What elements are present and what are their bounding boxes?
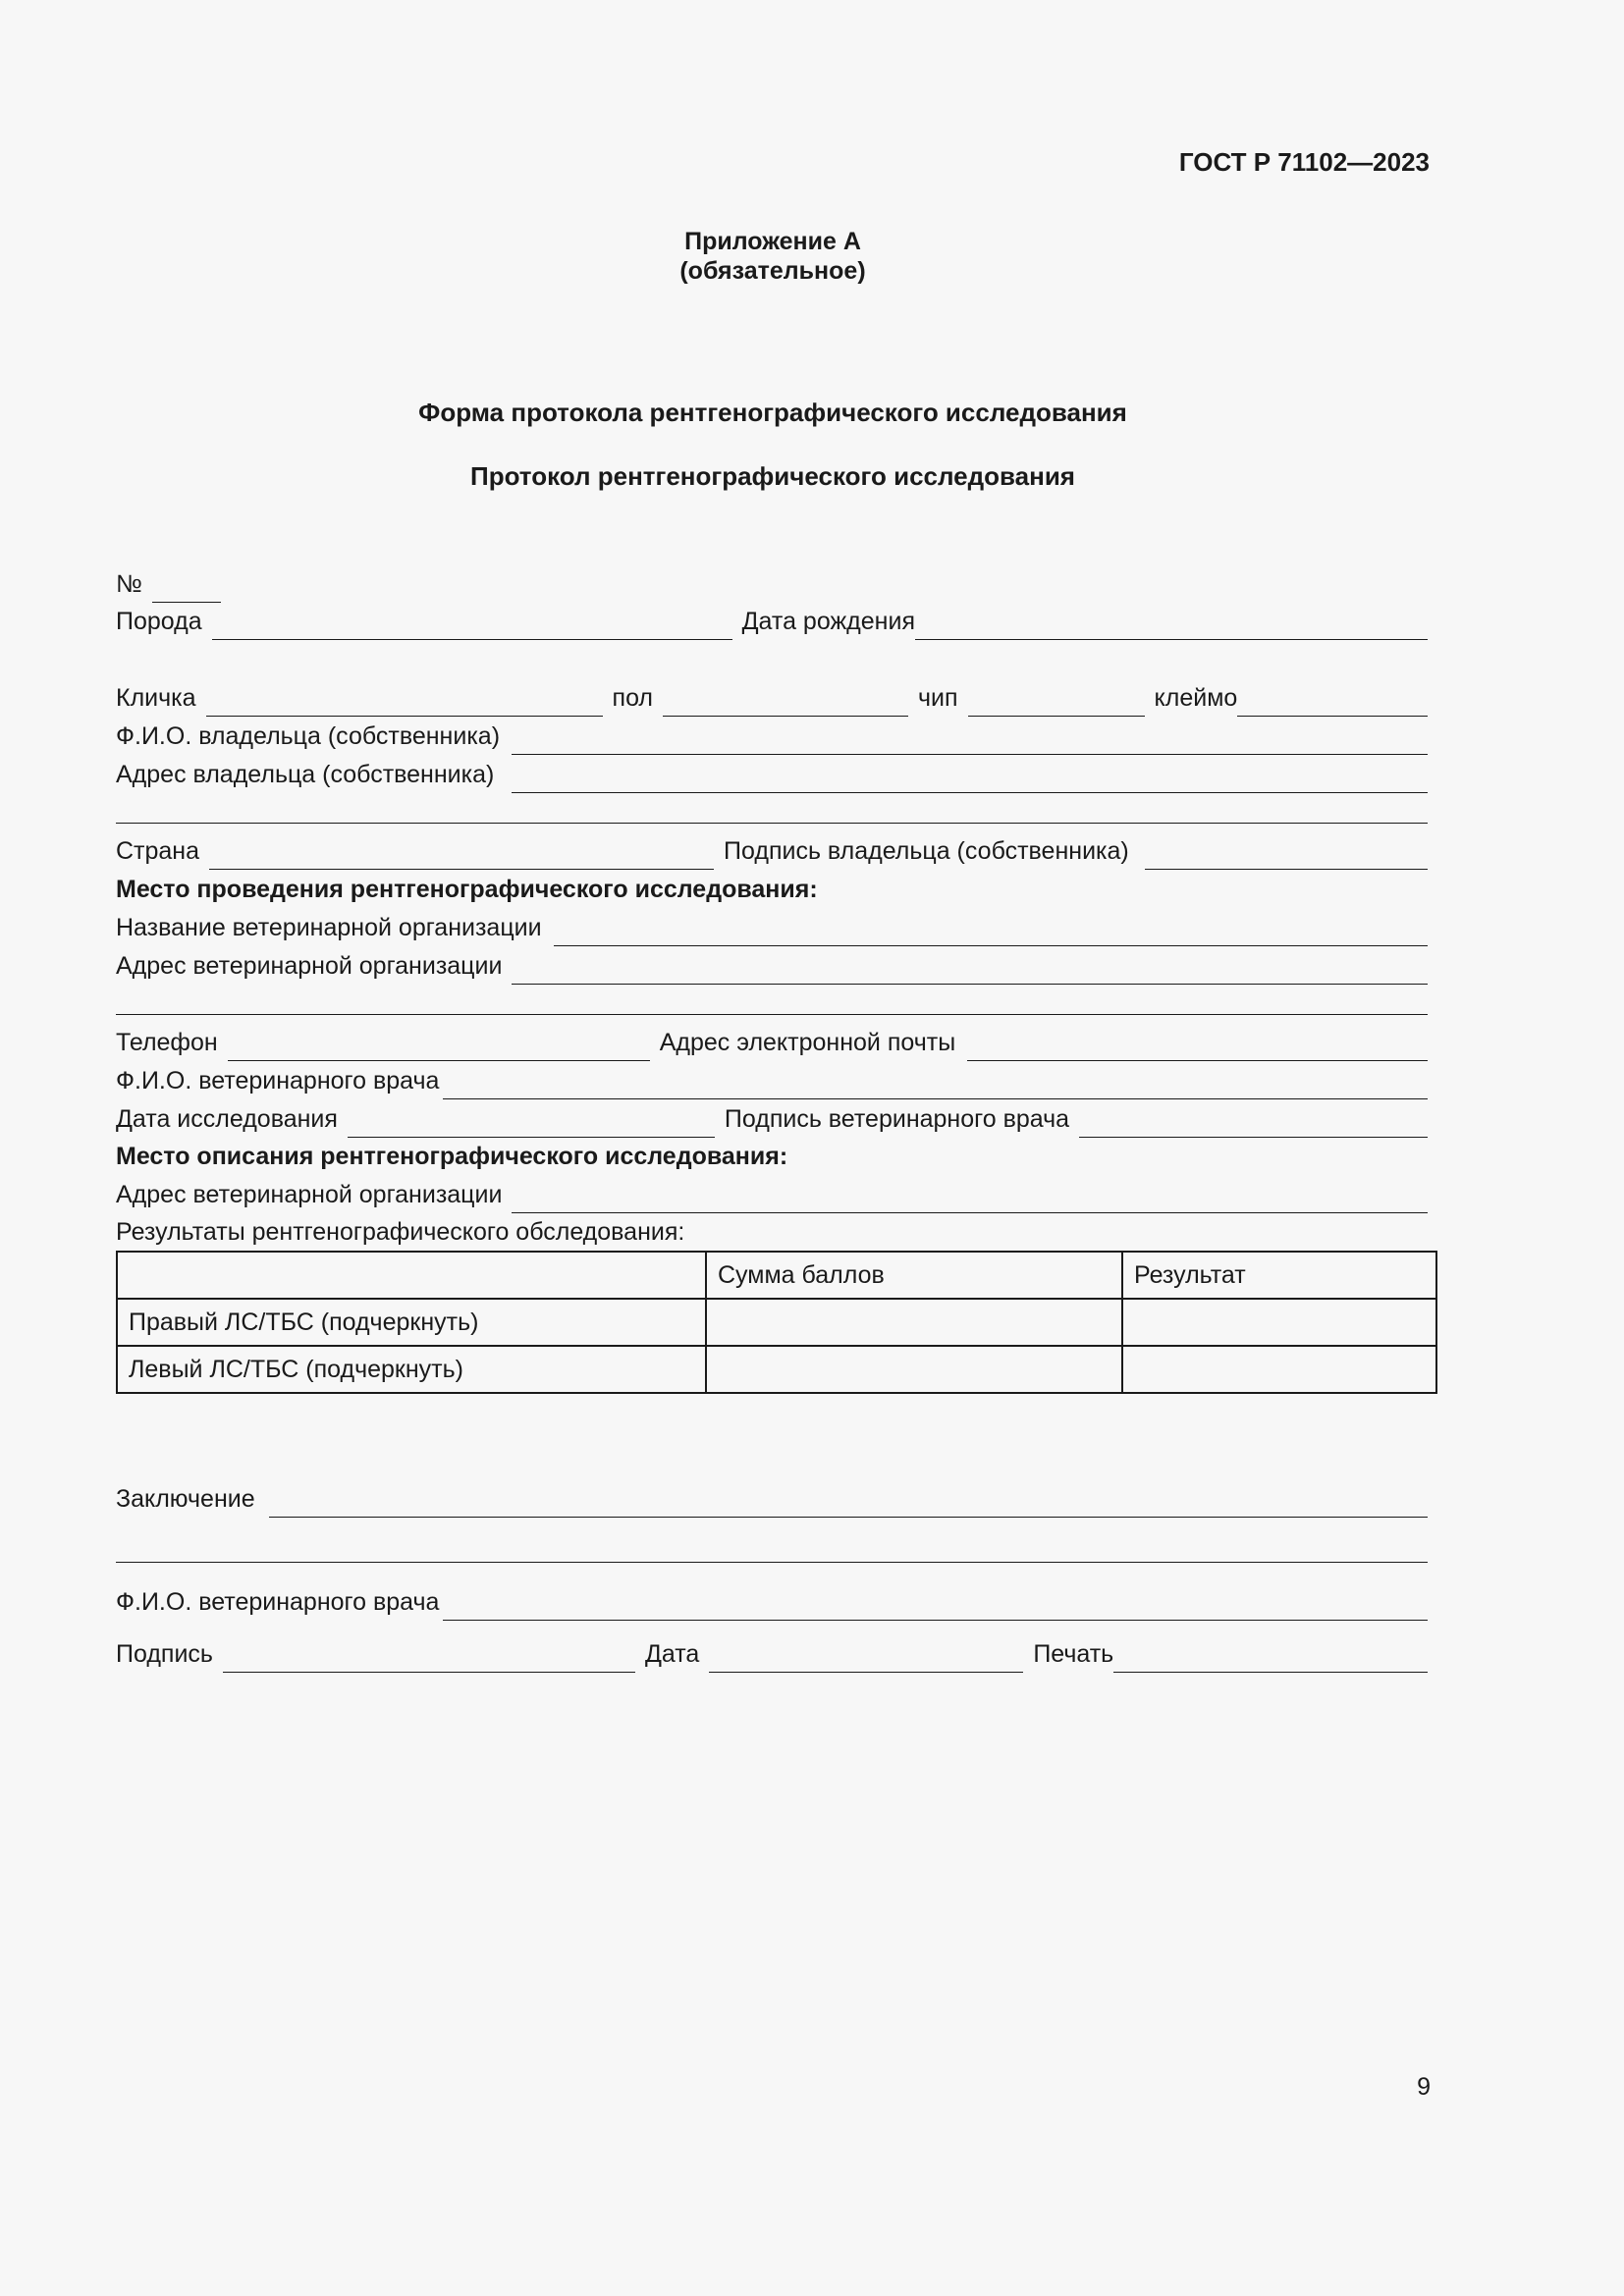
country-row xyxy=(116,834,1428,866)
appendix-status: (обязательное) xyxy=(679,257,866,285)
number-row xyxy=(116,567,221,599)
birth-date-field[interactable] xyxy=(915,614,1428,640)
table-header-cell xyxy=(117,1252,706,1299)
table-cell-score[interactable] xyxy=(706,1346,1122,1393)
appendix-title: Приложение А xyxy=(684,228,861,255)
exam-date-field[interactable] xyxy=(348,1111,715,1138)
owner-address-row xyxy=(116,758,1428,789)
results-table xyxy=(116,1251,1437,1394)
form-title: Форма протокола рентгенографического исследования xyxy=(418,398,1127,427)
phone-row xyxy=(116,1026,1428,1057)
breed-label: Порода xyxy=(116,608,202,635)
number-field[interactable] xyxy=(152,576,221,603)
table-row-label: Правый ЛС/ТБС (подчеркнуть) xyxy=(117,1299,706,1346)
signature-row xyxy=(116,1637,1428,1669)
table-header-cell: Результат xyxy=(1122,1252,1436,1299)
brand-field[interactable] xyxy=(1237,690,1428,717)
owner-address-label: Адрес владельца (собственника) xyxy=(116,761,495,788)
description-place-heading-row xyxy=(116,1140,1428,1171)
vet-name-label: Ф.И.О. ветеринарного врача xyxy=(116,1067,440,1095)
vet-org-address-line-2[interactable] xyxy=(116,1014,1428,1015)
brand-label: клеймо xyxy=(1154,684,1238,712)
vet-org-address-label: Адрес ветеринарной организации xyxy=(116,952,503,980)
table-cell-result[interactable] xyxy=(1122,1299,1436,1346)
vet-org-address-row xyxy=(116,949,1428,981)
vet-org-name-label: Название ветеринарной организации xyxy=(116,914,542,941)
results-label-row xyxy=(116,1215,1428,1247)
email-label: Адрес электронной почты xyxy=(659,1029,956,1056)
conclusion-label: Заключение xyxy=(116,1485,255,1513)
phone-field[interactable] xyxy=(228,1035,650,1061)
conclusion-vet-name-field[interactable] xyxy=(443,1594,1428,1621)
email-field[interactable] xyxy=(967,1035,1428,1061)
country-label: Страна xyxy=(116,837,200,865)
owner-name-row xyxy=(116,720,1428,751)
signature-field[interactable] xyxy=(223,1646,635,1673)
birth-date-label: Дата рождения xyxy=(741,608,915,635)
conclusion-row xyxy=(116,1482,1428,1514)
vet-org-address-2-row xyxy=(116,1178,1428,1209)
vet-name-row xyxy=(116,1064,1428,1095)
protocol-title: Протокол рентгенографического исследования xyxy=(470,461,1075,491)
chip-label: чип xyxy=(918,684,958,712)
signature-label: Подпись xyxy=(116,1640,213,1668)
vet-org-address-2-label: Адрес ветеринарной организации xyxy=(116,1181,503,1208)
vet-org-address-2-field[interactable] xyxy=(512,1187,1428,1213)
owner-signature-field[interactable] xyxy=(1145,843,1428,870)
vet-org-name-field[interactable] xyxy=(554,920,1428,946)
breed-field[interactable] xyxy=(212,614,732,640)
vet-signature-field[interactable] xyxy=(1079,1111,1428,1138)
owner-signature-label: Подпись владельца (собственника) xyxy=(724,837,1129,865)
table-cell-score[interactable] xyxy=(706,1299,1122,1346)
stamp-field[interactable] xyxy=(1113,1646,1428,1673)
exam-place-heading: Место проведения рентгенографического исследования: xyxy=(116,876,818,903)
nickname-label: Кличка xyxy=(116,684,196,712)
table-row xyxy=(117,1346,1436,1393)
conclusion-line-2[interactable] xyxy=(116,1562,1428,1563)
sex-field[interactable] xyxy=(663,690,908,717)
table-header-row xyxy=(117,1252,1436,1299)
table-header-cell: Сумма баллов xyxy=(706,1252,1122,1299)
vet-signature-label: Подпись ветеринарного врача xyxy=(724,1105,1070,1133)
number-label: № xyxy=(116,570,142,598)
owner-address-line-2[interactable] xyxy=(116,823,1428,824)
owner-address-field[interactable] xyxy=(512,767,1428,793)
exam-date-row xyxy=(116,1102,1428,1134)
table-cell-result[interactable] xyxy=(1122,1346,1436,1393)
country-field[interactable] xyxy=(209,843,714,870)
sex-label: пол xyxy=(612,684,654,712)
owner-name-label: Ф.И.О. владельца (собственника) xyxy=(116,722,501,750)
date-label: Дата xyxy=(644,1640,700,1668)
results-label: Результаты рентгенографического обследования: xyxy=(116,1218,685,1246)
vet-name-field[interactable] xyxy=(443,1073,1428,1099)
conclusion-vet-name-label: Ф.И.О. ветеринарного врача xyxy=(116,1588,440,1616)
vet-org-address-field[interactable] xyxy=(512,958,1428,985)
exam-date-label: Дата исследования xyxy=(116,1105,338,1133)
stamp-label: Печать xyxy=(1033,1640,1114,1668)
table-row-label: Левый ЛС/ТБС (подчеркнуть) xyxy=(117,1346,706,1393)
table-row xyxy=(117,1299,1436,1346)
owner-name-field[interactable] xyxy=(512,728,1428,755)
conclusion-field[interactable] xyxy=(269,1491,1428,1518)
vet-org-name-row xyxy=(116,911,1428,942)
description-place-heading: Место описания рентгенографического исследования: xyxy=(116,1143,788,1170)
date-field[interactable] xyxy=(709,1646,1023,1673)
exam-place-heading-row xyxy=(116,873,1428,904)
phone-label: Телефон xyxy=(116,1029,218,1056)
nickname-field[interactable] xyxy=(206,690,603,717)
chip-field[interactable] xyxy=(968,690,1145,717)
standard-number: ГОСТ Р 71102—2023 xyxy=(1178,147,1430,177)
page-number: 9 xyxy=(1417,2073,1431,2101)
conclusion-vet-name-row xyxy=(116,1585,1428,1617)
breed-row xyxy=(116,605,1428,636)
nickname-row xyxy=(116,681,1428,713)
